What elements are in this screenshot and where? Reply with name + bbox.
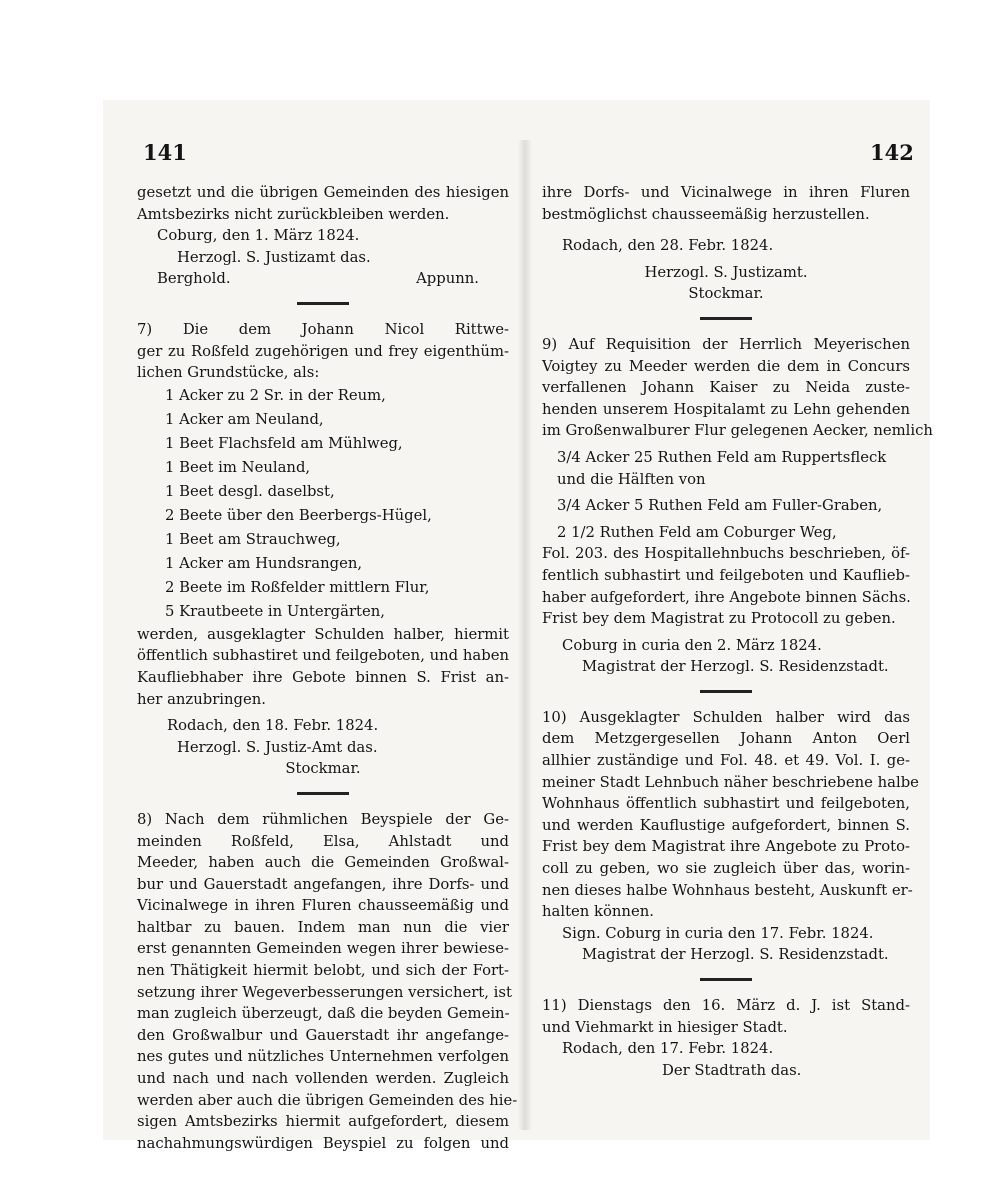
continuation-paragraph — [542, 182, 910, 225]
section-divider — [297, 302, 349, 305]
text-line: 10) Ausgeklagter Schulden halber wird das — [542, 708, 910, 726]
dateline: Coburg in curia den 2. März 1824. — [562, 636, 822, 654]
text-line: Vicinalwege in ihren Fluren chausseemäßig und — [137, 897, 509, 915]
text-line: werden, ausgeklagter Schulden halber, hiermit — [137, 625, 509, 643]
text-line: halten können. — [542, 903, 654, 921]
text-line: Amtsbezirks nicht zurückbleiben werden. — [137, 205, 450, 223]
section-divider — [297, 792, 349, 795]
text-line: Frist bey dem Magistrat zu Protocoll zu geben. — [542, 610, 896, 628]
list-item: 5 Krautbeete in Untergärten, — [165, 602, 385, 620]
text-line: ihre Dorfs- und Vicinalwege in ihren Fluren — [542, 184, 910, 201]
notice-9 — [542, 334, 933, 678]
notice-10 — [542, 707, 919, 966]
list-item: 1 Beet am Strauchweg, — [165, 530, 341, 548]
text-line: Kaufliebhaber ihre Gebote binnen S. Frist an- — [137, 668, 509, 686]
text-line: bestmöglichst chausseemäßig herzustellen. — [542, 205, 870, 223]
text-line: sigen Amtsbezirks hiermit aufgefordert, diesem — [137, 1113, 509, 1131]
text-line: und Viehmarkt in hiesiger Stadt. — [542, 1018, 788, 1036]
list-item: 1 Beet desgl. daselbst, — [165, 482, 335, 500]
dateline: Rodach, den 17. Febr. 1824. — [562, 1040, 774, 1058]
list-item: 3/4 Acker 5 Ruthen Feld am Fuller-Graben, — [557, 497, 883, 515]
section-divider — [700, 317, 752, 320]
text-line: haltbar zu bauen. Indem man nun die vier — [137, 918, 509, 936]
text-line: Fol. 203. des Hospitallehnbuchs beschrieben, öf- — [542, 545, 910, 563]
text-line: Frist bey dem Magistrat ihre Angebote zu Proto- — [542, 838, 910, 856]
text-line: ger zu Roßfeld zugehörigen und frey eigenthüm- — [137, 342, 509, 360]
authority: Herzogl. S. Justizamt. — [644, 263, 808, 281]
dateline: Rodach, den 28. Febr. 1824. — [562, 237, 774, 255]
text-line: 11) Dienstags den 16. März d. J. ist Stand- — [542, 997, 910, 1014]
page-number-right: 142 — [870, 140, 914, 165]
authority: Herzogl. S. Justizamt das. — [177, 248, 371, 266]
property-list — [137, 384, 509, 624]
text-line: werden aber auch die übrigen Gemeinden des hie- — [137, 1091, 518, 1109]
text-line: man zugleich überzeugt, daß die beyden Gemein- — [137, 1005, 510, 1023]
notice-8 — [137, 809, 518, 1155]
text-line: haber aufgefordert, ihre Angebote binnen Sächs. — [542, 588, 911, 606]
text-line: im Großenwalburer Flur gelegenen Aecker, nemlich — [542, 422, 933, 440]
signature: Appunn. — [416, 270, 479, 288]
text-line: Voigtey zu Meeder werden die dem in Concurs — [542, 357, 910, 375]
right-column — [542, 182, 933, 1081]
authority: Herzogl. S. Justiz-Amt das. — [177, 738, 378, 756]
text-line: nen Thätigkeit hiermit belobt, und sich der Fort- — [137, 962, 509, 980]
list-item: 1 Acker am Hundsrangen, — [165, 554, 363, 572]
authority: Magistrat der Herzogl. S. Residenzstadt. — [582, 658, 889, 676]
page-number-left: 141 — [143, 140, 187, 165]
signature: Berghold. — [157, 270, 231, 288]
text-line: und werden Kauflustige aufgefordert, binnen S. — [542, 816, 910, 834]
text-line: bur und Gauerstadt angefangen, ihre Dorfs- und — [137, 875, 509, 893]
text-line: her anzubringen. — [137, 690, 267, 708]
signature: Stockmar. — [285, 760, 361, 778]
authority: Magistrat der Herzogl. S. Residenzstadt. — [582, 946, 889, 964]
dateline: Coburg, den 1. März 1824. — [157, 227, 360, 245]
text-line: henden unserem Hospitalamt zu Lehn gehenden — [542, 400, 910, 418]
signature: Stockmar. — [688, 285, 764, 303]
list-item: 3/4 Acker 25 Ruthen Feld am Ruppertsfleck — [557, 448, 887, 466]
dateline: Rodach, den 18. Febr. 1824. — [167, 717, 379, 735]
text-line: erst genannten Gemeinden wegen ihrer bewiese- — [137, 940, 509, 958]
text-line: setzung ihrer Wegeverbesserungen versichert, ist — [137, 983, 512, 1001]
text-line: gesetzt und die übrigen Gemeinden des hiesigen — [137, 184, 509, 201]
text-line: dem Metzgergesellen Johann Anton Oerl — [542, 730, 910, 748]
list-item: und die Hälften von — [557, 470, 706, 488]
text-line: verfallenen Johann Kaiser zu Neida zuste- — [542, 379, 910, 397]
signature: Der Stadtrath das. — [662, 1061, 802, 1079]
list-item: 2 Beete über den Beerbergs-Hügel, — [165, 506, 432, 524]
text-line: allhier zuständige und Fol. 48. et 49. Vol. I. ge- — [542, 752, 910, 770]
text-line: 7) Die dem Johann Nicol Rittwe- — [137, 320, 509, 338]
text-line: meiner Stadt Lehnbuch näher beschriebene halbe — [542, 773, 919, 791]
intro-paragraph — [137, 182, 509, 225]
list-item: 1 Beet Flachsfeld am Mühlweg, — [165, 434, 403, 452]
text-line: 8) Nach dem rühmlichen Beyspiele der Ge- — [137, 810, 509, 828]
text-line: 9) Auf Requisition der Herrlich Meyerischen — [542, 335, 910, 353]
list-item: 1 Acker am Neuland, — [165, 410, 324, 428]
text-line: 2 1/2 Ruthen Feld am Coburger Weg, — [557, 523, 837, 541]
text-line: fentlich subhastirt und feilgeboten und Kauflieb- — [542, 566, 910, 584]
dateline: Sign. Coburg in curia den 17. Febr. 1824. — [562, 924, 874, 942]
notice-7 — [137, 319, 509, 780]
text-line: den Großwalbur und Gauerstadt ihr angefange- — [137, 1026, 509, 1044]
text-line: und nach und nach vollenden werden. Zugleich — [137, 1070, 509, 1088]
text-line: nen dieses halbe Wohnhaus besteht, Auskunft er- — [542, 881, 913, 899]
list-item: 1 Acker zu 2 Sr. in der Reum, — [165, 386, 386, 404]
left-column — [137, 182, 518, 1154]
page-gutter — [518, 140, 532, 1130]
text-line: coll zu geben, wo sie zugleich über das, worin- — [542, 860, 910, 878]
text-line: meinden Roßfeld, Elsa, Ahlstadt und — [137, 832, 509, 850]
text-line: Meeder, haben auch die Gemeinden Großwal- — [137, 854, 509, 872]
text-line: nes gutes und nützliches Unternehmen verfolgen — [137, 1048, 509, 1066]
text-line: Wohnhaus öffentlich subhastirt und feilgeboten, — [542, 795, 910, 813]
section-divider — [700, 978, 752, 981]
list-item: 1 Beet im Neuland, — [165, 458, 311, 476]
notice-11 — [542, 995, 910, 1081]
list-item: 2 Beete im Roßfelder mittlern Flur, — [165, 578, 430, 596]
signatures — [137, 268, 509, 290]
text-line: lichen Grundstücke, als: — [137, 364, 320, 382]
text-line: öffentlich subhastiret und feilgeboten, und haben — [137, 647, 509, 665]
text-line: nachahmungswürdigen Beyspiel zu folgen und — [137, 1134, 509, 1152]
section-divider — [700, 690, 752, 693]
